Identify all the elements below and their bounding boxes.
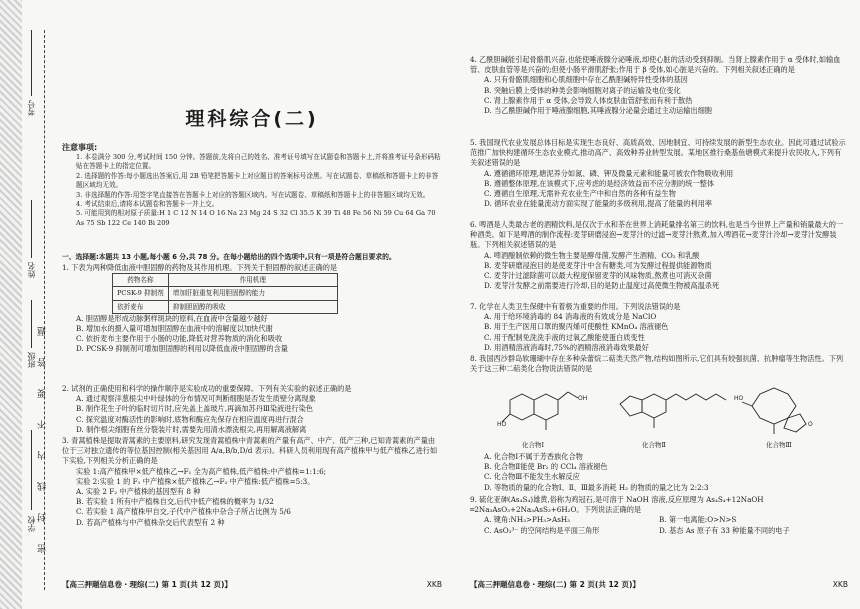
question-6 <box>470 220 848 291</box>
svg-text:OH: OH <box>578 395 588 402</box>
question-5 <box>470 138 848 209</box>
option: C. AsO₃³⁻ 的空间结构是平面三角形 <box>484 525 600 535</box>
option: D. 循环农业在能量流动方面实现了能量的多级利用,提高了能量的利用率 <box>484 199 712 209</box>
option: A. 化合物Ⅰ不属于芳香族化合物 <box>484 452 583 461</box>
notice-title: 注意事项: <box>62 143 98 152</box>
option: A. 遵循循环原理,塘泥养分如氮、磷、钾及微量元素和能量可被农作物吸收利用 <box>484 168 734 178</box>
option: D. 麦芽汁发酵之前需要进行冷却,目的是防止温度过高使微生物被高温杀死 <box>484 281 720 291</box>
table-cell: 增加肝脏重复利用胆固醇的能力 <box>168 287 337 300</box>
option: C. 用于配制免洗洗手液的过氧乙酸能使蛋白质变性 <box>484 332 645 342</box>
option: B. 突触后膜上受体的种类会影响细胞对离子的运输及电位变化 <box>484 85 681 95</box>
option: A. 实验 2 F₂ 中产植株的基因型有 8 种 <box>76 487 201 497</box>
footer-code: XKB <box>426 580 442 589</box>
compound-structures <box>470 380 848 450</box>
page-2-column <box>470 0 848 609</box>
notice-item: 2. 选择题的作答:每小题选出答案后,用 2B 铅笔把答题卡上对应题目的答案标号涂黑。写在试题卷、草稿纸和答题卡上的非答题区域均无效。 <box>76 171 439 190</box>
option: A. 啤酒酿制依赖的微生物主要是酵母菌,发酵产生酒精、CO₂ 和乳酸 <box>484 250 700 260</box>
notice-item: 4. 考试结束后,请将本试题卷和答题卡一并上交。 <box>76 200 219 209</box>
option: D. 用酒精溶液消毒时,75%的酒精溶液消毒效果最好 <box>484 342 649 352</box>
name-field-line[interactable] <box>31 200 32 258</box>
option: C. 若实验 1 高产植株甲自交,子代中产植株中杂合子所占比例为 5/6 <box>76 507 291 517</box>
question-stem: 1. 下表为两种降低血液中胆固醇的药物及其作用机理。下列关于胆固醇的叙述正确的是 <box>62 263 338 272</box>
question-8-options <box>470 452 848 493</box>
option: C. 化合物Ⅲ不能发生水解反应 <box>484 472 580 482</box>
question-7 <box>470 302 848 353</box>
notice-list <box>62 153 442 228</box>
option: C. 麦芽汁过滤除菌可以最大程度保留麦芽的风味物质,熬煮也可消灭杂菌 <box>484 271 712 281</box>
class-field-label: 班级 <box>27 352 36 368</box>
option: B. 增加水的摄入量可增加胆固醇在血液中的溶解度以加快代谢 <box>76 324 273 334</box>
notice-item: 1. 本卷满分 300 分,考试时间 150 分钟。答题前,先将自己的姓名、准考证号填写在试题卷和答题卡上,并将准考证号条形码粘贴在答题卡上的指定位置。 <box>76 153 441 171</box>
compound-label: 化合物Ⅰ <box>522 440 545 449</box>
question-2 <box>62 384 442 435</box>
question-3 <box>62 436 442 528</box>
page-2-footer <box>470 580 848 590</box>
binding-strip <box>0 0 22 609</box>
page-1-column <box>62 0 442 609</box>
drug-table <box>112 273 338 314</box>
page-1-footer <box>62 580 442 590</box>
option: D. 基态 As 原子有 33 种能量不同的电子 <box>659 525 790 535</box>
table-cell: PCSK-9 抑制剂 <box>113 287 169 300</box>
option: C. 探究温度对酶活性的影响时,底物和酶应先保存在相应温度再进行混合 <box>76 414 304 424</box>
question-stem: 3. 青蒿植株是提取青蒿素的主要原料,研究发现青蒿植株中青蒿素的产量有高产、中产、低产三种,已知青蒿素的产量由位于三对独立遗传的等位基因控制(相关基因用 A/a,B/b,D/d 表示)。科研人员利用现有高产植株甲与低产植株乙进行如下实验,下列相关分析正确的是 <box>62 436 438 466</box>
notice-item: 5. 可能用到的相对原子质量:H 1 C 12 N 14 O 16 Na 23 Mg 24 S 32 Cl 35.5 K 39 Ti 48 Fe 56 Ni 59 Cu 64 Ga 70 As 75 Sb 122 Ce 140 Bi 209 <box>76 209 436 227</box>
section-heading: 一、选择题:本题共 13 小题,每小题 6 分,共 78 分。在每小题给出的四个选项中,只有一项是符合题目要求的。 <box>62 253 396 261</box>
question-stem: 8. 我国西沙群岛软珊瑚中存在多种朵蕾烷二萜类天然产物,结构如图所示,它们具有较强抗菌、抗肿瘤等生物活性。下列关于这三种二萜类化合物说法错误的是 <box>470 354 844 374</box>
table-row <box>113 287 338 300</box>
svg-text:HO: HO <box>734 395 744 402</box>
question-4 <box>470 55 848 116</box>
question-stem: 9. 硫化亚砷(As₄S₄)雄黄,俗称为鸡冠石,是可溶于 NaOH 溶液,反应原理为 As₄S₄+12NaOH ═2Na₃AsO₃+2Na₃AsS₃+6H₂O。下列说法正确的是 <box>470 495 764 515</box>
table-row <box>113 300 338 313</box>
option: D. 当乙酰胆碱作用于唾液腺细胞,其唾液腺分泌量会通过主动运输出细胞 <box>484 106 712 116</box>
question-stem: 4. 乙酰胆碱能引起骨骼肌兴奋,也能使唾液腺分泌唾液,却使心脏的活动受到抑制。当肾上腺素作用于 α 受体时,如输血管、皮肤血管等是兴奋的;但使小肠平滑肌舒张;作用于 β 受体,如心脏是兴奋的。下列相关叙述正确的是 <box>470 55 841 75</box>
compound-label: 化合物Ⅲ <box>766 440 792 449</box>
exam-number-field-line[interactable] <box>31 30 32 96</box>
option: A. 只有骨骼肌细胞和心肌细胞中存在乙酰胆碱特异性受体的基因 <box>484 75 688 85</box>
compound-label: 化合物Ⅱ <box>642 440 666 449</box>
option: D. 制作根尖细胞有丝分裂装片时,需要先用清水漂洗根尖,再用解离液解离 <box>76 424 307 434</box>
name-field-label: 姓名 <box>27 262 36 278</box>
table-cell: 抑制胆固醇的吸收 <box>168 300 337 313</box>
option: D. 等物质的量的化合物Ⅰ、Ⅱ、Ⅲ最多消耗 H₂ 的物质的量之比为 2:2:3 <box>484 482 709 492</box>
option: A. 通过观察洋葱根尖中叶绿体的分布情况可判断细胞是否发生质壁分离现象 <box>76 394 316 404</box>
option: B. 遵循整体原理,在该模式下,应考虑的是经济效益而不应分割的统一整体 <box>484 178 715 188</box>
footer-label: 【高三押题信息卷・理综(二) 第 2 页(共 12 页)】 <box>470 580 640 589</box>
question-1 <box>62 263 442 355</box>
option: B. 用于生产医用口罩的聚丙烯可使酸性 KMnO₄ 溶液褪色 <box>484 322 669 332</box>
footer-code: XKB <box>832 580 848 589</box>
question-stem: 5. 我国现代农业发展总体目标是实现生态良好、高质高效、因地制宜、可持续发展的新型生态农业。因此可通过试验示范推广加快构建循环生态农业模式,推动高产、高效种养业转型发展。某地区推行桑基鱼塘模式来提升农民收入,下列有关叙述错误的是 <box>470 138 846 168</box>
table-header-cell: 作用机理 <box>168 274 337 287</box>
option: C. 依折麦布主要作用于小肠的功能,降低对营养物质的消化和吸收 <box>76 334 283 344</box>
option: B. 第一电离能:O>N>S <box>659 515 737 525</box>
option: B. 若实验 1 所有中产植株自交,后代中低产植株的概率为 1/32 <box>76 497 274 507</box>
school-field-line[interactable] <box>31 430 32 510</box>
table-cell: 依折麦布 <box>113 300 169 313</box>
table-header-cell: 药物名称 <box>113 274 169 287</box>
option: D. PCSK-9 抑制剂可增加胆固醇的利用以降低血液中胆固醇的含量 <box>76 344 288 354</box>
school-field-label: 学校 <box>27 516 36 532</box>
table-header-row <box>113 274 338 287</box>
question-stem: 2. 试剂的正确使用和科学的操作顺序是实验成功的重要保障。下列有关实验的叙述正确的是 <box>62 384 352 393</box>
exam-title: 理科综合(二) <box>185 108 319 130</box>
option-grid <box>470 515 848 535</box>
class-field-line[interactable] <box>31 300 32 348</box>
question-stem: 7. 化学在人类卫生保健中有着极为重要的作用。下列说法错误的是 <box>470 302 681 311</box>
exam-number-field-label: 考号 <box>27 100 36 116</box>
option: A. 胆固醇是形成动脉粥样斑块的原料,在血液中含量越少越好 <box>76 313 268 323</box>
option: A. 用于给环境消毒的 84 消毒液的有效成分是 NaClO <box>484 312 657 322</box>
option: C. 遵循自生原理,无需补充农业生产中和自然的各种有益生物 <box>484 189 676 199</box>
experiment-line: 实验 2:实验 1 的 F₁ 中产植株×低产植株乙→F₂ 中产植株:低产植株=5:3。 <box>76 476 315 486</box>
svg-text:HO: HO <box>497 421 507 428</box>
seal-warning: 密封线内不要答题 <box>38 305 48 553</box>
option: B. 制作花生子叶的临时切片时,应先盖上盖玻片,再滴加苏丹Ⅲ染液进行染色 <box>76 404 313 414</box>
svg-text:O: O <box>808 421 813 428</box>
question-8 <box>470 354 848 374</box>
option: D. 若高产植株与中产植株杂交后代表型有 2 种 <box>76 517 225 527</box>
option: A. 键角:NH₃>PH₃>AsH₃ <box>484 515 571 525</box>
question-9 <box>470 495 848 536</box>
notice-item: 3. 非选择题的作答:用签字笔直接答在答题卡上对应的答题区域内。写在试题卷、草稿纸和答题卡上的非答题区域均无效。 <box>76 190 430 199</box>
option: B. 麦芽研磨浸泡目的是使麦芽汁中含有糖类,可为发酵过程提供能源物质 <box>484 260 712 270</box>
question-stem: 6. 啤酒是人类最古老的酒精饮料,是仅次于水和茶在世界上消耗量排名第三的饮料,也是当今世界上产量和销量最大的一种酒类。如下是啤酒的制作流程:麦芽研磨浸泡→麦芽汁的过滤→麦芽汁熬煮,加入啤酒花→麦芽汁冷却→麦芽汁发酵装瓶。下列相关叙述错误的是 <box>470 220 844 250</box>
experiment-line: 实验 1:高产植株甲×低产植株乙→F₁ 全为高产植株,低产植株:中产植株=1:1:6; <box>76 466 327 476</box>
footer-label: 【高三押题信息卷・理综(二) 第 1 页(共 12 页)】 <box>62 580 232 589</box>
option: C. 肾上腺素作用于 α 受体,会导致人体皮肤血管舒张而有利于散热 <box>484 95 693 105</box>
option: B. 化合物Ⅱ能使 Br₂ 的 CCl₄ 溶液褪色 <box>484 462 608 472</box>
